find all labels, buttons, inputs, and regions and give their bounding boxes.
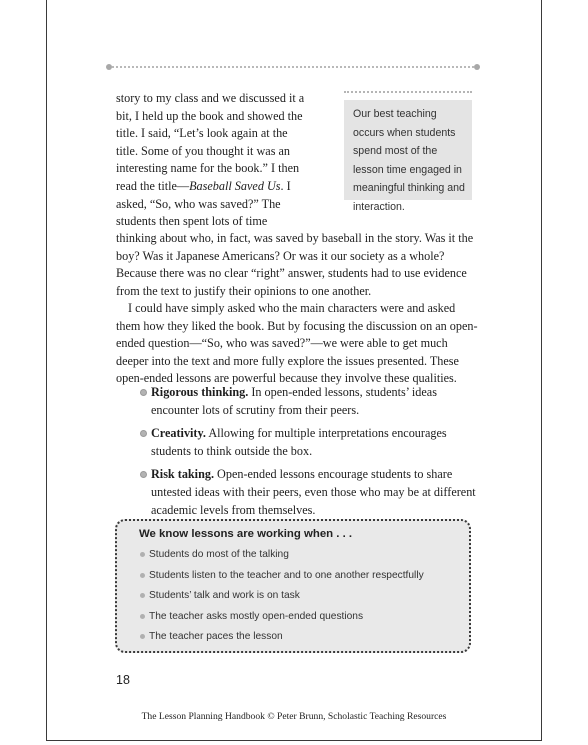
quality-term: Creativity. bbox=[151, 426, 206, 441]
bullet-dot-icon bbox=[140, 573, 145, 578]
bullet-dot-icon bbox=[140, 614, 145, 619]
quality-item-rigorous-thinking bbox=[140, 384, 476, 419]
paragraph-1-text-b: . I asked, “So, who was saved?” The students then spent lots of time bbox=[116, 178, 291, 229]
bullet-dot-icon bbox=[140, 593, 145, 598]
bullet-dot-icon bbox=[140, 389, 147, 396]
bullet-dot-icon bbox=[140, 430, 147, 437]
checklist-item-text: Students do most of the talking bbox=[149, 549, 289, 560]
dotted-rule-line bbox=[112, 66, 474, 68]
paragraph-1-text-a: story to my class and we discussed it a bit, I held up the book and showed the title. I said, “Let’s look again at the title. Some of you thought it was an interesting name for the book.” I then read the title— bbox=[116, 91, 305, 193]
quality-term: Rigorous thinking. bbox=[151, 385, 249, 399]
checklist-item bbox=[140, 587, 460, 608]
callout-box bbox=[344, 100, 472, 213]
checklist-list bbox=[140, 546, 460, 649]
quality-item-risk-taking bbox=[140, 466, 476, 519]
callout-dotted-rule bbox=[344, 91, 472, 93]
checklist-item-text: The teacher paces the lesson bbox=[149, 631, 283, 643]
bullet-dot-icon bbox=[140, 471, 147, 478]
quality-item-creativity bbox=[140, 425, 476, 460]
rule-end-dot-right bbox=[474, 64, 480, 70]
rule-end-dot-left bbox=[106, 64, 112, 70]
checklist-item bbox=[140, 567, 460, 588]
footer-credit: The Lesson Planning Handbook © Peter Brunn, Scholastic Teaching Resources bbox=[141, 711, 447, 722]
bullet-dot-icon bbox=[140, 552, 145, 557]
paragraph-1-narrow bbox=[116, 90, 306, 231]
checklist-item-text: Students listen to the teacher and to one another respectfully bbox=[149, 569, 424, 581]
quality-text: In open-ended lessons, students’ ideas encounter lots of scrutiny from their peers. bbox=[151, 385, 437, 417]
bullet-dot-icon bbox=[140, 634, 145, 639]
qualities-list bbox=[140, 384, 476, 525]
top-dotted-rule bbox=[106, 64, 480, 70]
callout-text: Our best teaching occurs when students spend most of the lesson time engaged in meaningful thinking and interaction. bbox=[353, 108, 465, 213]
quality-text: Open-ended lessons encourage students to share untested ideas with their peers, even those who may be at different academic levels from themselves. bbox=[151, 467, 476, 517]
quality-term: Risk taking. bbox=[151, 467, 214, 482]
quality-text: Allowing for multiple interpretations encourages students to think outside the box. bbox=[151, 426, 447, 458]
checklist-item bbox=[140, 546, 460, 567]
page-number: 18 bbox=[116, 673, 130, 687]
checklist-item-text: The teacher asks mostly open-ended questions bbox=[149, 610, 364, 622]
paragraph-1-continued: thinking about who, in fact, was saved by baseball in the story. Was it the boy? Was it Japanese Americans? Or was it our society as a whole? Because there was no clear “right” answer, students had to use evidence from the text to justify their opinions to one another. bbox=[116, 231, 474, 298]
checklist-item bbox=[140, 608, 460, 629]
checklist-title: We know lessons are working when . . . bbox=[139, 528, 353, 540]
book-title: Baseball Saved Us bbox=[189, 178, 281, 193]
checklist-item bbox=[140, 628, 460, 649]
paragraph-2: I could have simply asked who the main characters were and asked them how they liked the book. But by focusing the discussion on an open-ended question—“So, who was saved?”—we were able to get much deeper into the text and more fully explore the issues presented. These open-ended lessons are powerful because they involve these qualities. bbox=[116, 301, 478, 386]
checklist-item-text: Students’ talk and work is on task bbox=[149, 590, 300, 602]
